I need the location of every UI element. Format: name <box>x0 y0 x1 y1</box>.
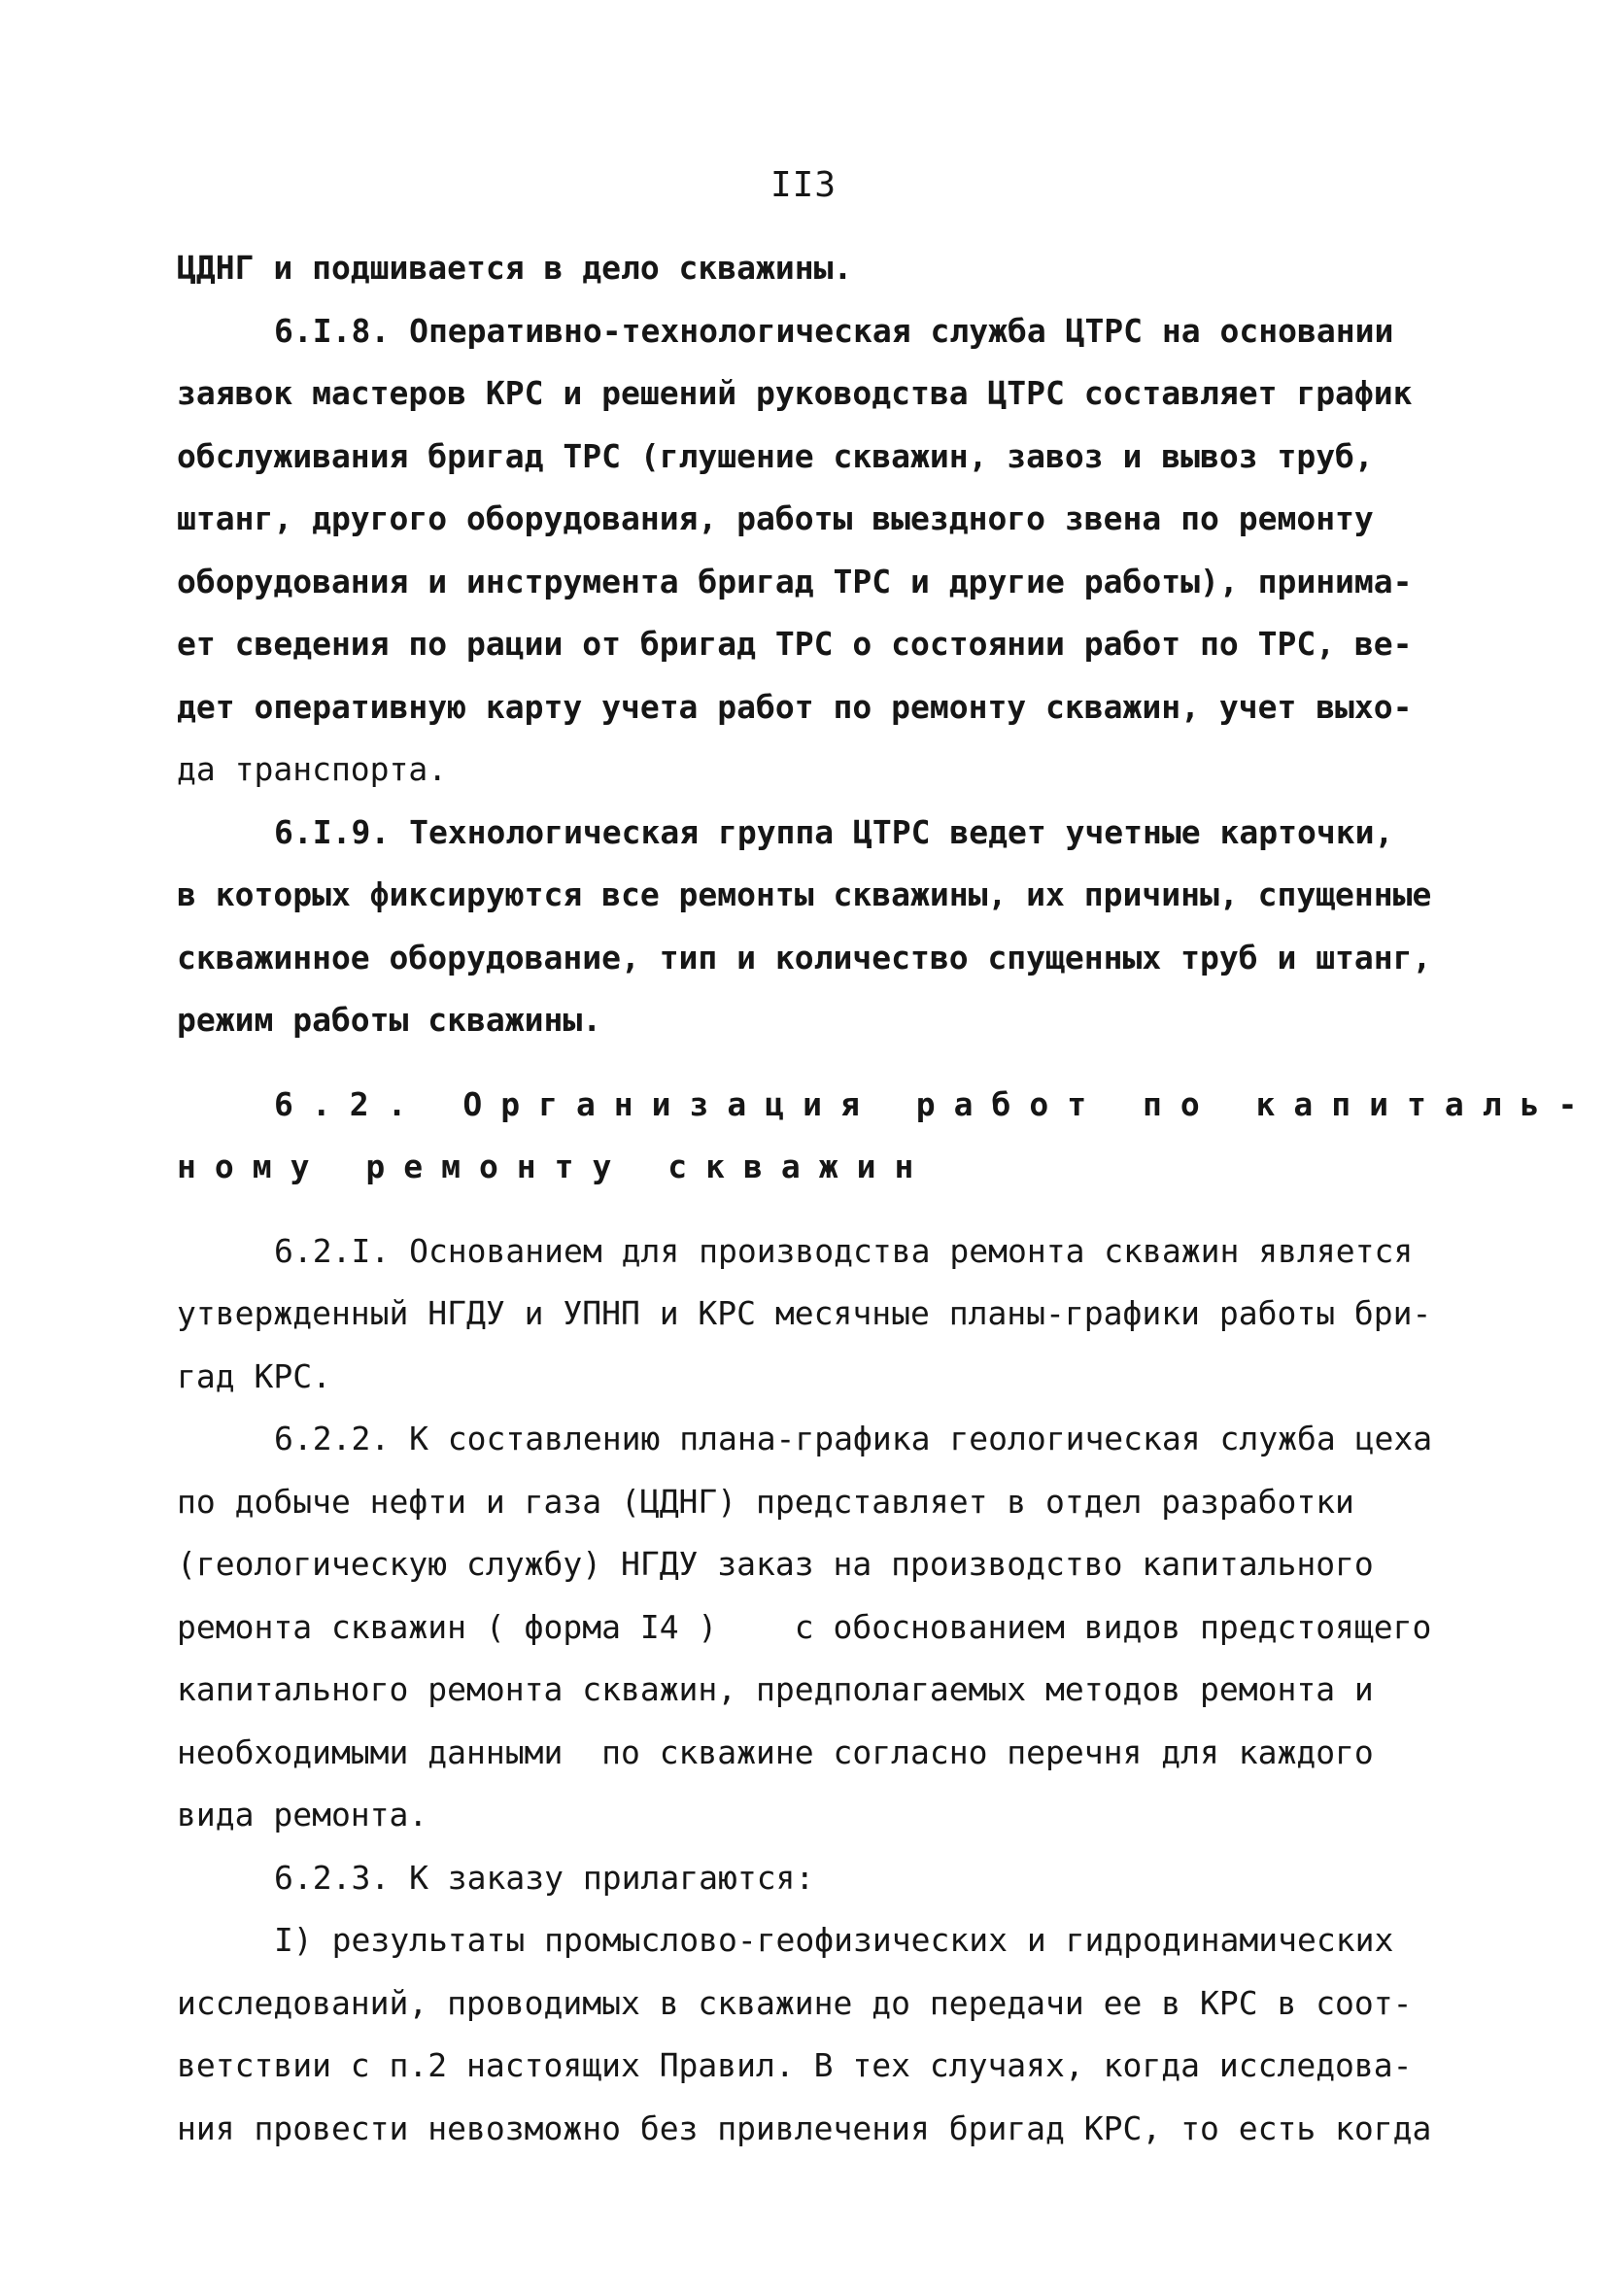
text-line: необходимыми данными по скважине согласно перечня для каждого <box>177 1732 1374 1771</box>
text-line: ветствии с п.2 настоящих Правил. В тех случаях, когда исследова- <box>177 2046 1413 2084</box>
section-gap <box>177 1052 1440 1074</box>
text-line: (геологическую службу) НГДУ заказ на производство капитального <box>177 1545 1374 1583</box>
text-line: дет оперативную карту учета работ по ремонту скважин, учет выхо- <box>177 687 1413 726</box>
section-gap <box>177 1199 1440 1220</box>
text-line: капитального ремонта скважин, предполагаемых методов ремонта и <box>177 1670 1374 1708</box>
text-line: исследований, проводимых в скважине до передачи ее в КРС в соот- <box>177 1983 1413 2022</box>
text-line: по добыче нефти и газа (ЦДНГ) представляет в отдел разработки <box>177 1482 1354 1521</box>
page-number: II3 <box>769 165 838 205</box>
text-line: скважинное оборудование, тип и количество спущенных труб и штанг, <box>177 938 1432 977</box>
text-line: гад КРС. <box>177 1356 331 1395</box>
section-heading: ному ремонту скважин <box>177 1148 933 1185</box>
text-line: вида ремонта. <box>177 1796 428 1833</box>
text-line: 6.I.8. Оперативно-технологическая служба ЦТРС на основании <box>274 311 1394 350</box>
text-line: 6.2.I. Основанием для производства ремонта скважин является <box>274 1231 1414 1270</box>
text-line: 6.I.9. Технологическая группа ЦТРС ведет учетные карточки, <box>274 812 1394 851</box>
body-text <box>177 237 1596 2160</box>
text-line: утвержденный НГДУ и УПНП и КРС месячные планы-графики работы бри- <box>177 1294 1432 1332</box>
text-line: штанг, другого оборудования, работы выездного звена по ремонту <box>177 499 1374 537</box>
section-heading: 6.2. Организация работ по капиталь- <box>274 1084 1596 1123</box>
text-line: ремонта скважин ( форма I4 ) с обоснованием видов предстоящего <box>177 1607 1432 1646</box>
text-line: в которых фиксируются все ремонты скважины, их причины, спущенные <box>177 875 1432 913</box>
text-line: режим работы скважины. <box>177 1001 602 1039</box>
text-line: ет сведения по рации от бригад ТРС о состоянии работ по ТРС, ве- <box>177 625 1413 663</box>
text-line: да транспорта. <box>177 750 448 788</box>
text-line: оборудования и инструмента бригад ТРС и другие работы), принима- <box>177 562 1413 600</box>
text-line: 6.2.2. К составлению плана-графика геологическая служба цеха <box>274 1420 1433 1457</box>
text-line: ния провести невозможно без привлечения бригад КРС, то есть когда <box>177 2108 1432 2147</box>
text-line: ЦДНГ и подшивается в дело скважины. <box>177 249 853 287</box>
text-line: I) результаты промыслово-геофизических и гидродинамических <box>274 1921 1394 1959</box>
text-line: заявок мастеров КРС и решений руководства ЦТРС составляет график <box>177 374 1413 412</box>
text-line: 6.2.3. К заказу прилагаются: <box>274 1858 815 1897</box>
text-line: обслуживания бригад ТРС (глушение скважин, завоз и вывоз труб, <box>177 436 1374 475</box>
